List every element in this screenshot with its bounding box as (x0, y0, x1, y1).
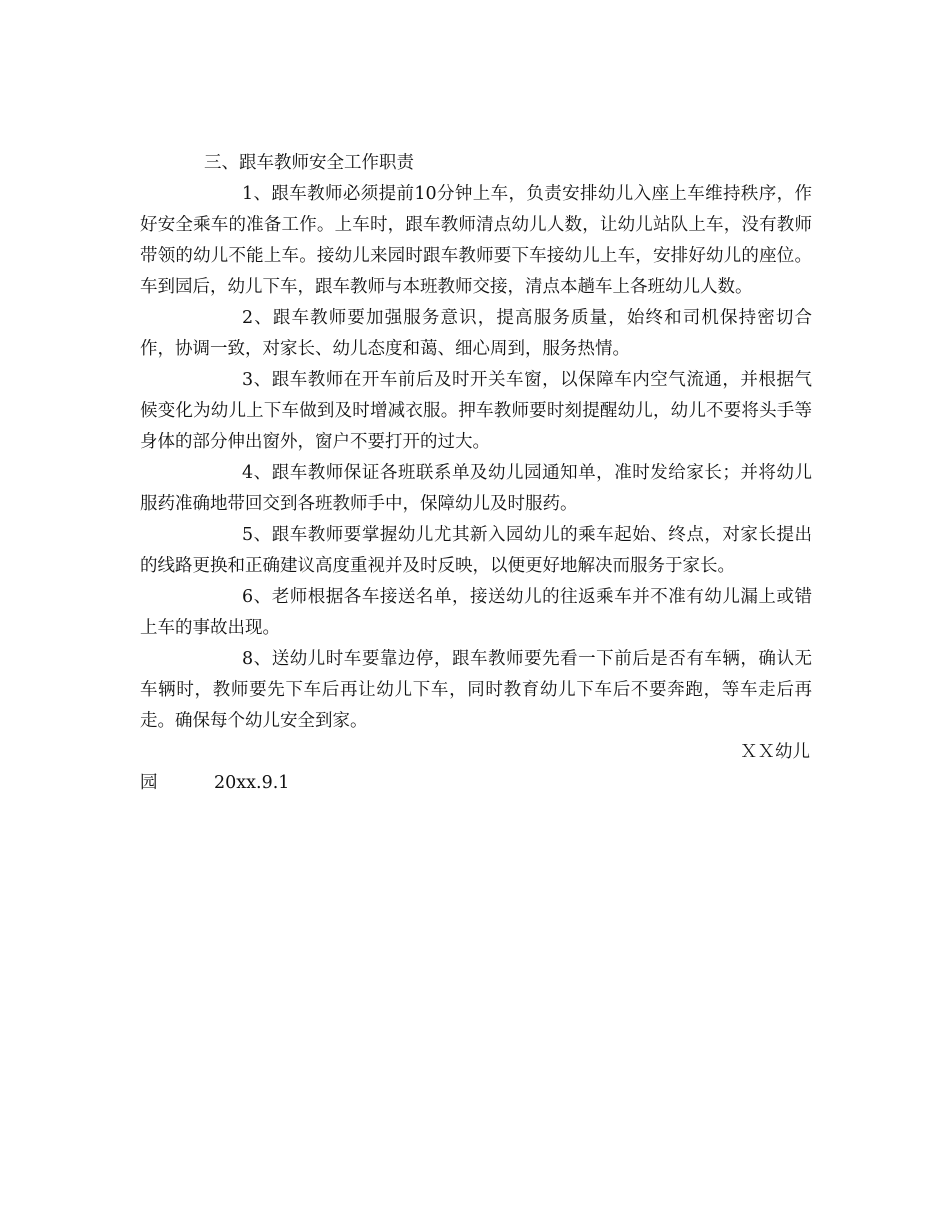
signature-org-line (140, 737, 812, 768)
paragraph-2: 2、跟车教师要加强服务意识，提高服务质量，始终和司机保持密切合作，协调一致，对家长、幼儿态度和蔼、细心周到，服务热情。 (140, 308, 812, 359)
paragraph-3: 3、跟车教师在开车前后及时开关车窗，以保障车内空气流通，并根据气候变化为幼儿上下车做到及时增减衣服。押车教师要时刻提醒幼儿，幼儿不要将头手等身体的部分伸出窗外，窗户不要打开的过大。 (140, 370, 812, 452)
paragraph-1: 1、跟车教师必须提前10分钟上车，负责安排幼儿入座上车维持秩序，作好安全乘车的准备工作。上车时，跟车教师清点幼儿人数，让幼儿站队上车，没有教师带领的幼儿不能上车。接幼儿来园时跟车教师要下车接幼儿上车，安排好幼儿的座位。车到园后，幼儿下车，跟车教师与本班教师交接，清点本趟车上各班幼儿人数。 (140, 184, 812, 297)
paragraph-5: 5、跟车教师要掌握幼儿尤其新入园幼儿的乘车起始、终点，对家长提出的线路更换和正确建议高度重视并及时反映，以便更好地解决而服务于家长。 (140, 525, 812, 576)
signature-date: 20xx.9.1 (214, 773, 290, 793)
paragraph-8: 8、送幼儿时车要靠边停，跟车教师要先看一下前后是否有车辆，确认无车辆时，教师要先下车后再让幼儿下车，同时教育幼儿下车后不要奔跑，等车走后再走。确保每个幼儿安全到家。 (140, 649, 812, 731)
paragraph-4: 4、跟车教师保证各班联系单及幼儿园通知单，准时发给家长；并将幼儿服药准确地带回交到各班教师手中，保障幼儿及时服药。 (140, 463, 812, 514)
signature-org-tail: 园 (140, 773, 158, 793)
paragraph-6: 6、老师根据各车接送名单，接送幼儿的往返乘车并不准有幼儿漏上或错上车的事故出现。 (140, 587, 812, 638)
signature-org: ＸＸ幼儿 (740, 742, 810, 762)
document-body (140, 148, 812, 799)
signature-date-line (140, 768, 812, 799)
section-heading: 三、跟车教师安全工作职责 (204, 153, 414, 173)
